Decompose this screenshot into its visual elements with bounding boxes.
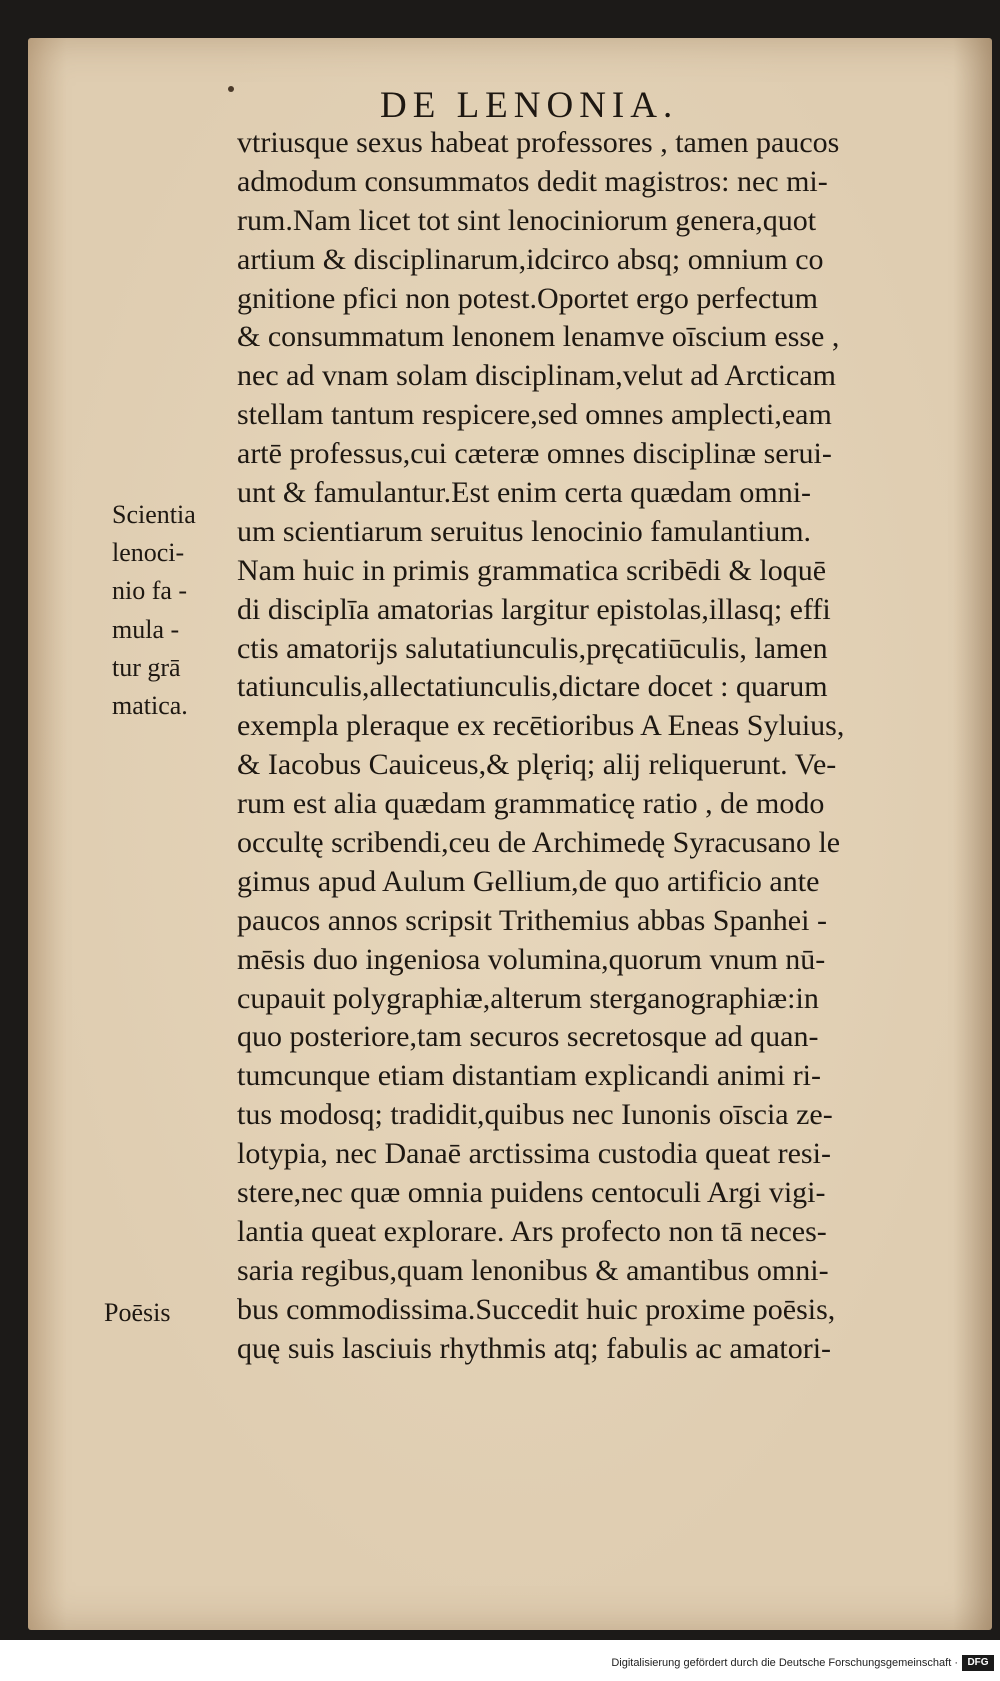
running-head: DE LENONIA. — [380, 85, 679, 126]
text-line: cupauit polygraphiæ,alterum sterganographiæ:in — [237, 981, 819, 1015]
text-line: tus modosq; tradidit,quibus nec Iunonis oīscia ze- — [237, 1098, 833, 1132]
margin-note-line: mula - — [112, 614, 180, 644]
margin-note-line: matica. — [112, 690, 188, 720]
margin-note-scientia — [112, 496, 232, 725]
text-line: tumcunque etiam distantiam explicandi animi ri- — [237, 1059, 822, 1093]
text-line: & Iacobus Cauiceus,& plęriq; alij reliquerunt. Ve- — [237, 748, 837, 782]
text-line: artē professus,cui cæteræ omnes disciplinæ serui- — [237, 437, 832, 471]
text-line: um scientiarum seruitus lenocinio famulantium. — [237, 514, 812, 548]
margin-note-poesis: Poēsis — [104, 1298, 171, 1327]
text-line: stere,nec quæ omnia puidens centoculi Argi vigi- — [237, 1176, 826, 1210]
text-line: occultę scribendi,ceu de Archimedę Syracusano le — [237, 826, 841, 860]
text-line: lotypia, nec Danaē arctissima custodia queat resi- — [237, 1137, 831, 1171]
text-line: gnitione pfici non potest.Oportet ergo perfectum — [237, 281, 818, 315]
footer-bar — [0, 1651, 1000, 1681]
text-line: paucos annos scripsit Trithemius abbas Spanhei - — [237, 903, 827, 937]
margin-note-line: Scientia — [112, 500, 196, 529]
text-line: di disciplīa amatorias largitur epistolas,illasq; effi — [237, 592, 831, 626]
text-line: exempla pleraque ex recētioribus A Eneas Syluius, — [237, 709, 845, 743]
text-line: tatiunculis,allectatiunculis,dictare docet : quarum — [237, 670, 828, 704]
margin-note-line: tur grā — [112, 652, 181, 682]
margin-note-line: lenoci- — [112, 538, 185, 568]
text-line: saria regibus,quam lenonibus & amantibus omni- — [237, 1253, 829, 1287]
text-line: Nam huic in primis grammatica scribēdi & loquē — [237, 553, 827, 587]
text-line: rum est alia quædam grammaticę ratio , de modo — [237, 787, 825, 821]
text-line: admodum consummatos dedit magistros: nec mi- — [237, 164, 828, 198]
text-line: artium & disciplinarum,idcirco absq; omnium co — [237, 242, 824, 276]
dfg-logo-icon: DFG — [962, 1655, 994, 1671]
body-text — [237, 124, 947, 1369]
footer-credit: Digitalisierung gefördert durch die Deutsche Forschungsgemeinschaft · — [611, 1657, 958, 1669]
margin-note-line: nio fa - — [112, 576, 188, 606]
text-line: bus commodissima.Succedit huic proxime poēsis, — [237, 1292, 836, 1326]
text-line: unt & famulantur.Est enim certa quædam omni- — [237, 476, 812, 510]
ink-spot — [228, 86, 234, 92]
text-line: mēsis duo ingeniosa volumina,quorum vnum nū- — [237, 942, 826, 976]
text-line: vtriusque sexus habeat professores , tamen paucos — [237, 126, 840, 159]
text-line: rum.Nam licet tot sint lenociniorum genera,quot — [237, 203, 817, 237]
text-line: & consummatum lenonem lenamve oīscium esse , — [237, 320, 840, 354]
text-line: gimus apud Aulum Gellium,de quo artificio ante — [237, 864, 820, 898]
text-line: lantia queat explorare. Ars profecto non tā neces- — [237, 1214, 827, 1248]
text-line: nec ad vnam solam disciplinam,velut ad Arcticam — [237, 359, 836, 393]
text-line: ctis amatorijs salutatiunculis,pręcatiūculis, lamen — [237, 631, 828, 665]
text-line: quo posteriore,tam securos secretosque ad quan- — [237, 1020, 819, 1054]
text-line: stellam tantum respicere,sed omnes amplecti,eam — [237, 398, 832, 432]
text-line: quę suis lasciuis rhythmis atq; fabulis ac amatori- — [237, 1331, 832, 1365]
